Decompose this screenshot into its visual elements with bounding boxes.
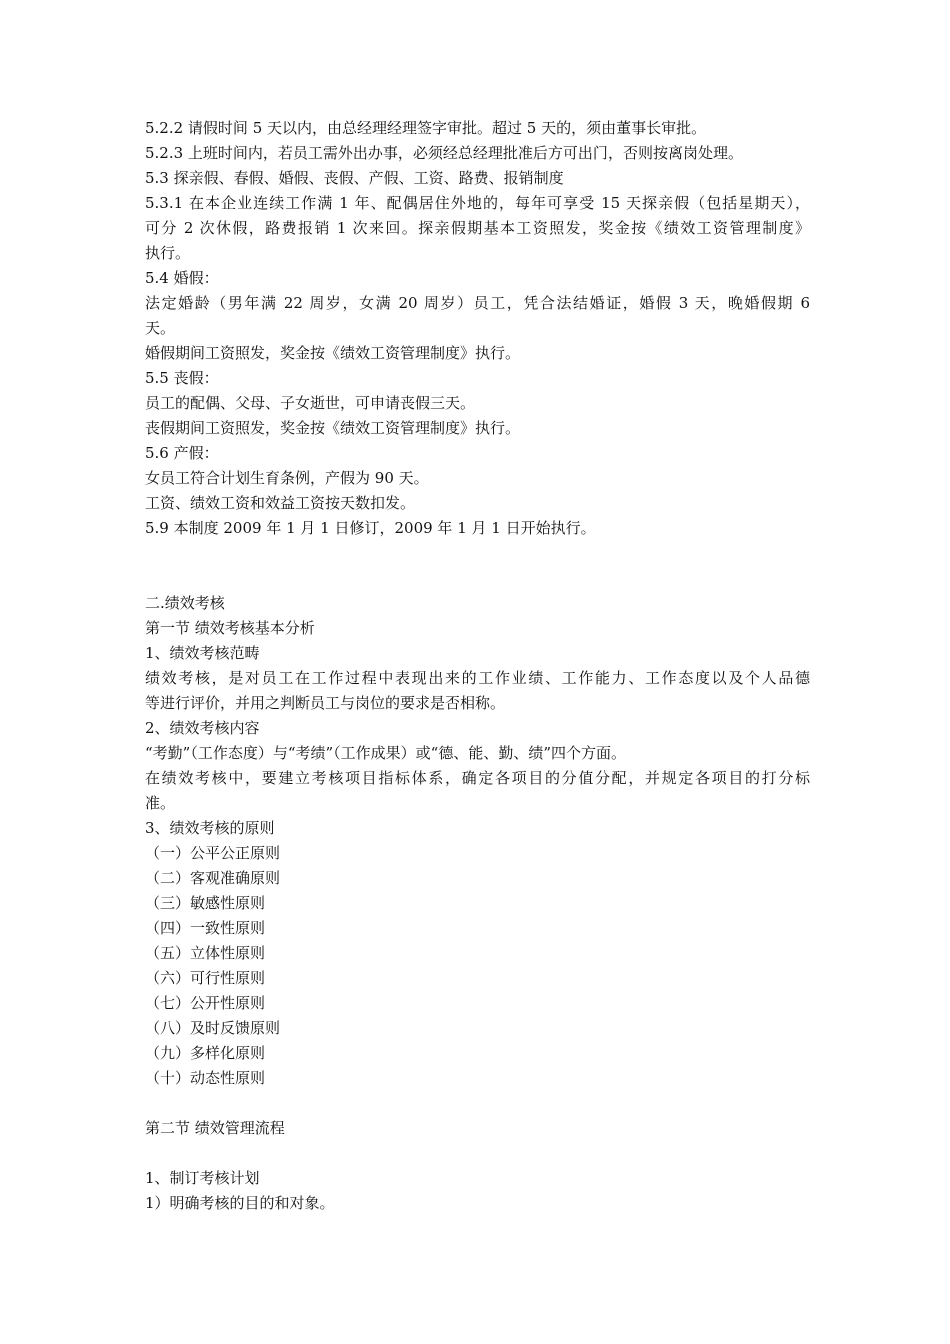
text-line-scope-a: 绩效考核，是对员工在工作过程中表现出来的工作业绩、工作能力、工作态度以及个人品德 xyxy=(145,669,810,687)
text-line-content-c: 准。 xyxy=(145,794,176,812)
principle-item-5: （五）立体性原则 xyxy=(145,944,266,962)
text-line-content-b: 在绩效考核中，要建立考核项目指标体系，确定各项目的分值分配，并规定各项目的打分标 xyxy=(145,769,810,787)
principle-item-8: （八）及时反馈原则 xyxy=(145,1019,281,1037)
principle-item-6: （六）可行性原则 xyxy=(145,969,266,987)
section-heading-second: 第二节 绩效管理流程 xyxy=(145,1119,285,1137)
text-line-marriage-a: 法定婚龄（男年满 22 周岁，女满 20 周岁）员工，凭合法结婚证，婚假 3 天，晚婚假期 6 xyxy=(145,294,810,312)
principle-item-10: （十）动态性原则 xyxy=(145,1069,266,1087)
text-line-marriage-pay: 婚假期间工资照发，奖金按《绩效工资管理制度》执行。 xyxy=(145,344,521,362)
document-body xyxy=(145,116,810,1216)
subheading-plan: 1、制订考核计划 xyxy=(145,1169,260,1187)
principle-item-9: （九）多样化原则 xyxy=(145,1044,266,1062)
section-heading-5-6: 5.6 产假： xyxy=(145,444,219,462)
text-line-marriage-b: 天。 xyxy=(145,319,176,337)
text-line-maternity: 女员工符合计划生育条例，产假为 90 天。 xyxy=(145,469,429,487)
section-heading-first: 第一节 绩效考核基本分析 xyxy=(145,619,315,637)
principle-item-1: （一）公平公正原则 xyxy=(145,844,281,862)
text-line-5-3-1-c: 执行。 xyxy=(145,244,191,262)
subheading-content: 2、绩效考核内容 xyxy=(145,719,260,737)
text-line-5-9: 5.9 本制度 2009 年 1 月 1 日修订，2009 年 1 月 1 日开始执行。 xyxy=(145,519,596,537)
text-line-maternity-pay: 工资、绩效工资和效益工资按天数扣发。 xyxy=(145,494,416,512)
section-heading-5-5: 5.5 丧假： xyxy=(145,369,219,387)
blank-line xyxy=(145,1141,810,1166)
blank-line xyxy=(145,541,810,566)
blank-line xyxy=(145,1091,810,1116)
subheading-principles: 3、绩效考核的原则 xyxy=(145,819,275,837)
text-line-5-3-1-a: 5.3.1 在本企业连续工作满 1 年、配偶居住外地的，每年可享受 15 天探亲假（包括星期天）， xyxy=(145,194,810,212)
section-heading-5-3: 5.3 探亲假、春假、婚假、丧假、产假、工资、路费、报销制度 xyxy=(145,169,564,187)
subheading-scope: 1、绩效考核范畴 xyxy=(145,644,260,662)
text-line-5-2-2: 5.2.2 请假时间 5 天以内，由总经理经理签字审批。超过 5 天的，须由董事长审批。 xyxy=(145,119,707,137)
principle-item-3: （三）敏感性原则 xyxy=(145,894,266,912)
text-line-5-2-3: 5.2.3 上班时间内，若员工需外出办事，必须经总经理批准后方可出门，否则按离岗处理。 xyxy=(145,144,743,162)
section-heading-5-4: 5.4 婚假： xyxy=(145,269,219,287)
blank-line xyxy=(145,566,810,591)
text-line-5-3-1-b: 可分 2 次休假，路费报销 1 次来回。探亲假期基本工资照发，奖金按《绩效工资管理制度》 xyxy=(145,219,810,237)
text-line-content-a: “考勤”（工作态度）与“考绩”（工作成果）或“德、能、勤、绩”四个方面。 xyxy=(145,744,627,762)
chapter-heading-performance: 二.绩效考核 xyxy=(145,594,225,612)
principle-item-4: （四）一致性原则 xyxy=(145,919,266,937)
text-line-scope-b: 等进行评价，并用之判断员工与岗位的要求是否相称。 xyxy=(145,694,506,712)
principle-item-2: （二）客观准确原则 xyxy=(145,869,281,887)
principle-item-7: （七）公开性原则 xyxy=(145,994,266,1012)
text-line-plan-1: 1）明确考核的目的和对象。 xyxy=(145,1194,335,1212)
text-line-bereavement: 员工的配偶、父母、子女逝世，可申请丧假三天。 xyxy=(145,394,476,412)
text-line-bereavement-pay: 丧假期间工资照发，奖金按《绩效工资管理制度》执行。 xyxy=(145,419,521,437)
